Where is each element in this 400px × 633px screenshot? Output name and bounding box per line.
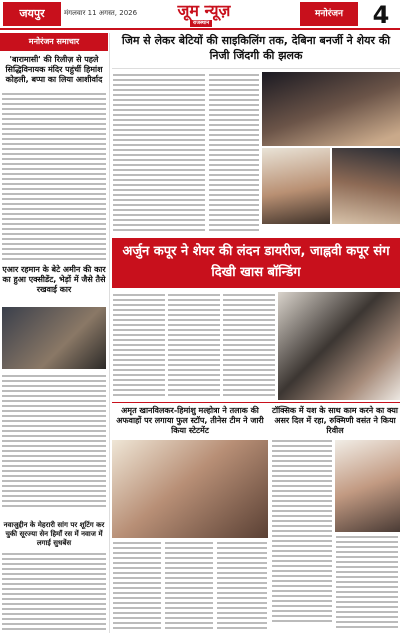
amruta-headline: अमृत खानविलकर-हिमांशु मल्होत्रा ने तलाक की अफवाहों पर लगाया फुल स्टॉप, तीनेस टीम ने जारी किया स्टेटमेंट	[116, 406, 264, 435]
issue-date: मंगलवार 11 अगस्त, 2026	[64, 9, 138, 17]
story2-headline: एआर रहमान के बेटे अमीन की कार का हुआ एक्सीडेंट, भेड़ों में जैसे तैसे रखवाई कार	[2, 265, 106, 294]
logo-subtitle: राजस्थान	[190, 20, 212, 27]
left-column	[0, 53, 108, 633]
arjun-janhvi-photo	[278, 292, 400, 400]
story3-body	[2, 553, 106, 633]
logo-text: जूम न्यूज़	[177, 1, 231, 20]
story1-body	[2, 93, 106, 263]
story2-photo	[2, 307, 106, 369]
rukmini-body-b	[336, 536, 398, 631]
banner-headline: अर्जुन कपूर ने शेयर की लंदन डायरीज, जाह्नवी कपूर संग दिखी खास बॉन्डिंग	[112, 238, 400, 288]
page-header	[0, 0, 400, 30]
amruta-body-c	[217, 542, 267, 632]
column-divider	[109, 33, 110, 633]
arjun-story-body-c	[223, 294, 275, 399]
page-number: 4	[372, 1, 390, 29]
amruta-body-a	[113, 542, 161, 632]
story3-headline: नवाजुद्दीन के मेहरारी सांग पर शूटिंग कर चुकी सूरज्या सेन हिमाँ रस में नवाज में लगाई सुधबेंस	[3, 521, 105, 547]
main-story-body-b	[209, 74, 259, 234]
story2-body	[2, 375, 106, 510]
debina-photo-3	[332, 148, 400, 224]
story1-headline: 'बारामासी' की रिलीज़ से पहले सिद्धिविनायक मंदिर पहुंचीं हिमांश कोहली, बप्पा का लिया आशीर्वाद	[5, 55, 103, 84]
amruta-photo	[112, 440, 268, 538]
section-label: मनोरंजन	[300, 2, 358, 26]
main-story-body-a	[113, 74, 205, 234]
rukmini-photo	[335, 440, 400, 532]
debina-photo-1	[262, 72, 400, 146]
debina-photo-2	[262, 148, 330, 224]
rukmini-headline: टॉक्सिक में यश के साथ काम करने का क्या असर दिल में रहा, रुक्मिणी वसंत ने किया रिवील	[272, 406, 398, 435]
amruta-body-b	[165, 542, 213, 632]
main-headline: जिम से लेकर बेटियों की साइकिलिंग तक, देबिना बनर्जी ने शेयर की निजी जिंदगी की झलक	[112, 33, 400, 69]
newspaper-logo	[160, 1, 248, 28]
city-label: जयपुर	[3, 2, 61, 26]
arjun-story-body-a	[113, 294, 165, 399]
section-divider	[112, 402, 400, 403]
rukmini-body-a	[272, 440, 332, 625]
arjun-story-body-b	[168, 294, 220, 399]
section-band: मनोरंजन समाचार	[0, 33, 108, 51]
